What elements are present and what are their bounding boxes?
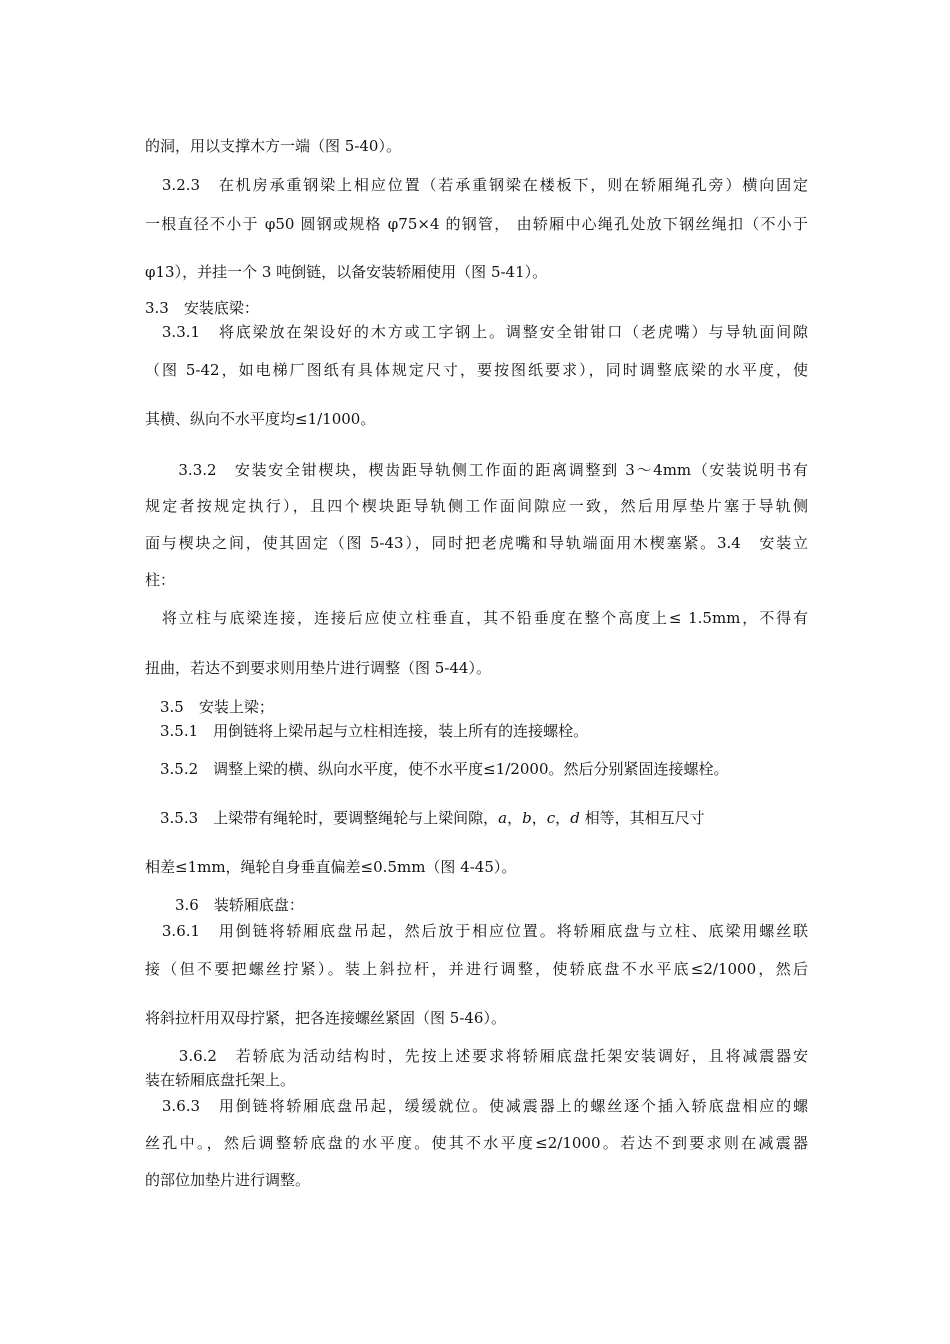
text-line: 丝孔中。，然后调整轿底盘的水平度。使其不水平度≤2/1000。若达不到要求则在减震器 [145, 1134, 808, 1152]
text-line: 柱： [145, 571, 176, 589]
section-heading: 3.5 安装上梁； [145, 698, 274, 716]
text-line: 3.5.3 上梁带有绳轮时，要调整绳轮与上梁间隙，a，b，c，d 相等，其相互尺寸 [145, 809, 705, 827]
text-line: 3.5.2 调整上梁的横、纵向水平度，使不水平度≤1/2000。然后分别紧固连接螺栓。 [145, 760, 729, 778]
text-line: 将斜拉杆用双母拧紧，把各连接螺丝紧固（图 5-46）。 [145, 1009, 506, 1027]
text-line: φ13），并挂一个 3 吨倒链，以备安装轿厢使用（图 5-41）。 [145, 263, 548, 281]
text-line: 3.6.3 用倒链将轿厢底盘吊起，缓缓就位。使减震器上的螺丝逐个插入轿底盘相应的螺 [145, 1097, 808, 1115]
gap-var-d: d [570, 809, 580, 827]
text-line: 3.3.1 将底梁放在架设好的木方或工字钢上。调整安全钳钳口（老虎嘴）与导轨面间隙 [145, 323, 808, 341]
text-line: 装在轿厢底盘托架上。 [145, 1071, 296, 1089]
text-line: 3.3.2 安装安全钳楔块，楔齿距导轨侧工作面的距离调整到 3～4mm（安装说明书有 [145, 461, 808, 479]
text-line: 扭曲，若达不到要求则用垫片进行调整（图 5-44）。 [145, 659, 491, 677]
text-line: 3.6.1 用倒链将轿厢底盘吊起，然后放于相应位置。将轿厢底盘与立柱、底梁用螺丝联 [145, 922, 808, 940]
gap-var-b: b [522, 809, 532, 827]
text-line: 3.6.2 若轿底为活动结构时，先按上述要求将轿厢底盘托架安装调好，且将减震器安 [145, 1047, 808, 1065]
text-line: 的洞，用以支撑木方一端（图 5-40）。 [145, 137, 401, 155]
text-line: 将立柱与底梁连接，连接后应使立柱垂直，其不铅垂度在整个高度上≤ 1.5mm，不得有 [145, 609, 808, 627]
text-line: 相差≤1mm，绳轮自身垂直偏差≤0.5mm（图 4-45）。 [145, 858, 517, 876]
text-line: 规定者按规定执行），且四个楔块距导轨侧工作面间隙应一致，然后用厚垫片塞于导轨侧 [145, 497, 808, 515]
text-line: （图 5-42，如电梯厂图纸有具体规定尺寸，要按图纸要求），同时调整底梁的水平度，使 [145, 361, 808, 379]
text-line: 的部位加垫片进行调整。 [145, 1171, 311, 1189]
section-heading: 3.6 装轿厢底盘： [145, 896, 304, 914]
text-line: 3.2.3 在机房承重钢梁上相应位置（若承重钢梁在楼板下，则在轿厢绳孔旁）横向固定 [145, 176, 808, 194]
gap-var-a: a [498, 809, 508, 827]
text-line: 一根直径不小于 φ50 圆钢或规格 φ75×4 的钢管， 由轿厢中心绳孔处放下钢丝绳扣（不小于 [145, 215, 808, 233]
text-line: 其横、纵向不水平度均≤1/1000。 [145, 410, 376, 428]
gap-var-c: c [546, 809, 556, 827]
text-line: 面与楔块之间，使其固定（图 5-43），同时把老虎嘴和导轨端面用木楔塞紧。3.4 安装立 [145, 534, 808, 552]
text-line: 接（但不要把螺丝拧紧）。装上斜拉杆，并进行调整，使轿底盘不水平底≤2/1000，然后 [145, 960, 808, 978]
section-heading: 3.3 安装底梁： [145, 299, 259, 317]
text-line: 3.5.1 用倒链将上梁吊起与立柱相连接，装上所有的连接螺栓。 [145, 722, 589, 740]
